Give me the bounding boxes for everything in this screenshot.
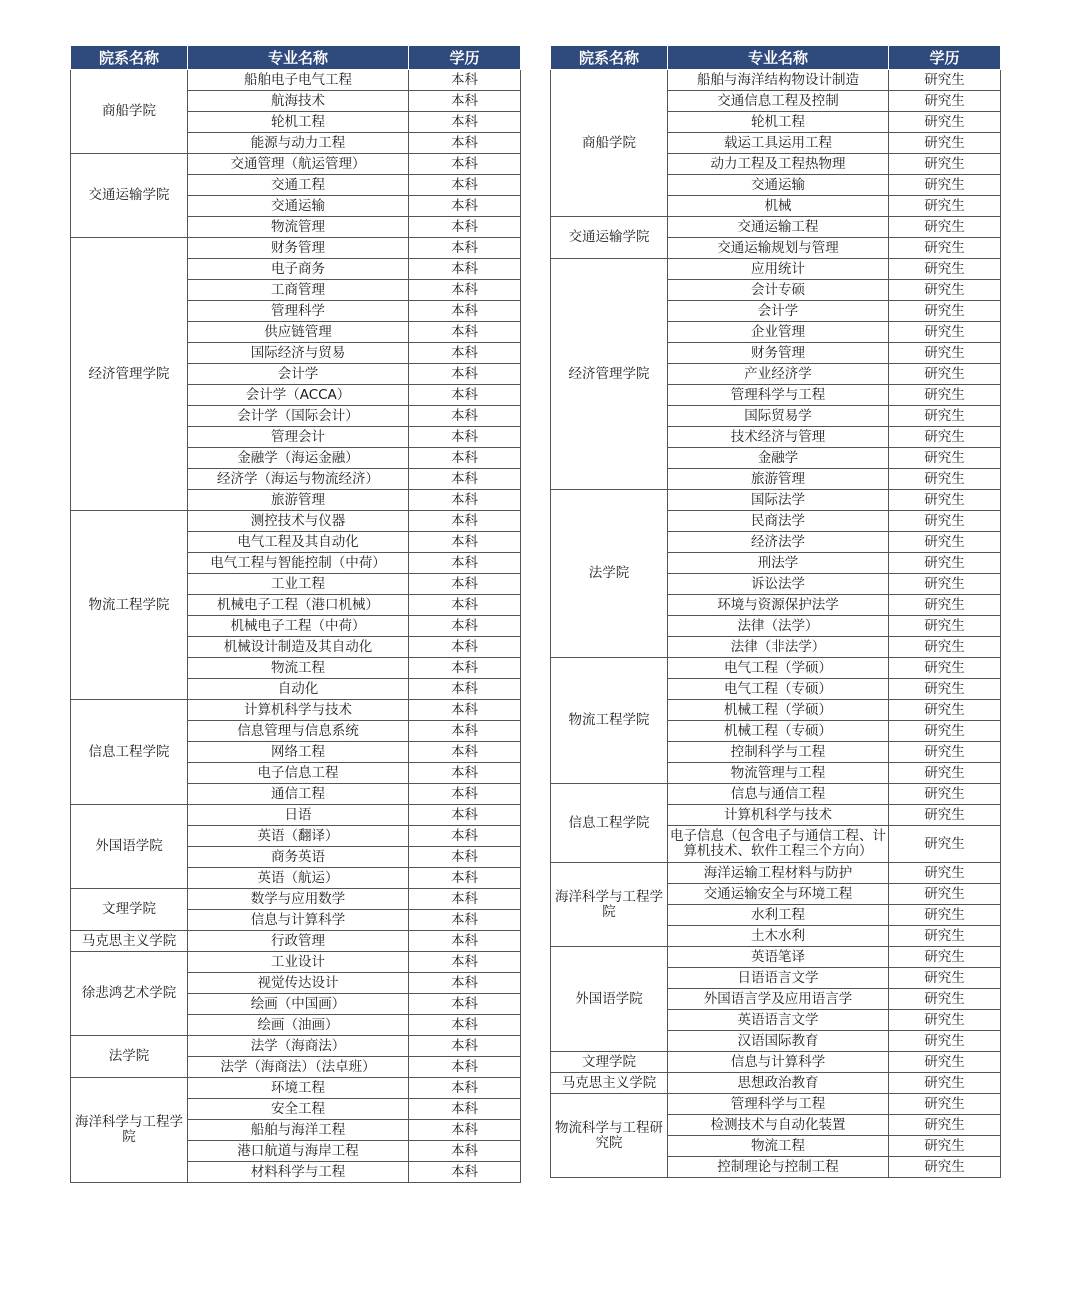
level-cell: 研究生 <box>889 1157 1001 1178</box>
level-cell: 本科 <box>409 511 521 532</box>
table-row <box>551 70 1001 91</box>
major-cell: 企业管理 <box>668 322 889 343</box>
level-cell: 研究生 <box>889 826 1001 863</box>
level-cell: 本科 <box>409 406 521 427</box>
major-cell: 英语语言文学 <box>668 1010 889 1031</box>
level-cell: 研究生 <box>889 905 1001 926</box>
level-cell: 研究生 <box>889 805 1001 826</box>
level-cell: 研究生 <box>889 406 1001 427</box>
header-dept: 院系名称 <box>551 46 668 70</box>
table-body <box>71 70 521 1183</box>
major-cell: 网络工程 <box>188 742 409 763</box>
level-cell: 研究生 <box>889 679 1001 700</box>
table-row <box>551 259 1001 280</box>
major-cell: 日语语言文学 <box>668 968 889 989</box>
level-cell: 研究生 <box>889 490 1001 511</box>
major-cell: 应用统计 <box>668 259 889 280</box>
dept-cell: 法学院 <box>551 490 668 658</box>
level-cell: 研究生 <box>889 217 1001 238</box>
dept-cell: 法学院 <box>71 1036 188 1078</box>
level-cell: 研究生 <box>889 154 1001 175</box>
level-cell: 研究生 <box>889 343 1001 364</box>
level-cell: 本科 <box>409 91 521 112</box>
major-cell: 旅游管理 <box>188 490 409 511</box>
table-row <box>551 217 1001 238</box>
level-cell: 研究生 <box>889 175 1001 196</box>
dept-cell: 马克思主义学院 <box>71 931 188 952</box>
major-cell: 电子商务 <box>188 259 409 280</box>
major-cell: 轮机工程 <box>188 112 409 133</box>
level-cell: 本科 <box>409 679 521 700</box>
major-cell: 机械电子工程（中荷） <box>188 616 409 637</box>
major-cell: 视觉传达设计 <box>188 973 409 994</box>
dept-cell: 外国语学院 <box>71 805 188 889</box>
level-cell: 研究生 <box>889 1031 1001 1052</box>
level-cell: 本科 <box>409 826 521 847</box>
major-cell: 汉语国际教育 <box>668 1031 889 1052</box>
dept-cell: 交通运输学院 <box>551 217 668 259</box>
level-cell: 本科 <box>409 217 521 238</box>
level-cell: 本科 <box>409 553 521 574</box>
major-cell: 电子信息工程 <box>188 763 409 784</box>
level-cell: 研究生 <box>889 448 1001 469</box>
level-cell: 本科 <box>409 637 521 658</box>
level-cell: 本科 <box>409 280 521 301</box>
dept-cell: 信息工程学院 <box>71 700 188 805</box>
level-cell: 研究生 <box>889 1073 1001 1094</box>
level-cell: 本科 <box>409 1057 521 1078</box>
major-cell: 安全工程 <box>188 1099 409 1120</box>
level-cell: 研究生 <box>889 1115 1001 1136</box>
dept-cell: 物流科学与工程研究院 <box>551 1094 668 1178</box>
level-cell: 本科 <box>409 364 521 385</box>
level-cell: 本科 <box>409 385 521 406</box>
level-cell: 本科 <box>409 1141 521 1162</box>
level-cell: 本科 <box>409 910 521 931</box>
header-level: 学历 <box>409 46 521 70</box>
level-cell: 本科 <box>409 1120 521 1141</box>
level-cell: 研究生 <box>889 322 1001 343</box>
major-cell: 英语（翻译） <box>188 826 409 847</box>
level-cell: 本科 <box>409 133 521 154</box>
level-cell: 本科 <box>409 154 521 175</box>
major-cell: 船舶电子电气工程 <box>188 70 409 91</box>
table-row <box>71 952 521 973</box>
level-cell: 本科 <box>409 532 521 553</box>
major-cell: 计算机科学与技术 <box>188 700 409 721</box>
level-cell: 本科 <box>409 1099 521 1120</box>
table-row <box>71 1036 521 1057</box>
dept-cell: 徐悲鸿艺术学院 <box>71 952 188 1036</box>
major-cell: 检测技术与自动化装置 <box>668 1115 889 1136</box>
major-cell: 工业设计 <box>188 952 409 973</box>
major-cell: 会计学 <box>188 364 409 385</box>
major-cell: 电气工程（学硕） <box>668 658 889 679</box>
table-row <box>71 700 521 721</box>
level-cell: 研究生 <box>889 364 1001 385</box>
major-cell: 交通运输工程 <box>668 217 889 238</box>
major-cell: 能源与动力工程 <box>188 133 409 154</box>
table-row <box>71 511 521 532</box>
major-cell: 机械设计制造及其自动化 <box>188 637 409 658</box>
level-cell: 研究生 <box>889 385 1001 406</box>
level-cell: 研究生 <box>889 721 1001 742</box>
table-row <box>71 70 521 91</box>
table-row <box>551 947 1001 968</box>
major-cell: 物流工程 <box>668 1136 889 1157</box>
major-cell: 经济法学 <box>668 532 889 553</box>
major-cell: 数学与应用数学 <box>188 889 409 910</box>
level-cell: 研究生 <box>889 196 1001 217</box>
table-row <box>71 238 521 259</box>
major-cell: 物流管理 <box>188 217 409 238</box>
header-major: 专业名称 <box>668 46 889 70</box>
major-cell: 国际贸易学 <box>668 406 889 427</box>
level-cell: 本科 <box>409 448 521 469</box>
level-cell: 本科 <box>409 889 521 910</box>
level-cell: 研究生 <box>889 427 1001 448</box>
level-cell: 研究生 <box>889 280 1001 301</box>
dept-cell: 信息工程学院 <box>551 784 668 863</box>
level-cell: 本科 <box>409 616 521 637</box>
level-cell: 研究生 <box>889 595 1001 616</box>
table-row <box>551 1094 1001 1115</box>
header-row <box>551 46 1001 70</box>
level-cell: 研究生 <box>889 658 1001 679</box>
major-cell: 信息管理与信息系统 <box>188 721 409 742</box>
level-cell: 研究生 <box>889 616 1001 637</box>
level-cell: 研究生 <box>889 469 1001 490</box>
major-cell: 交通运输 <box>668 175 889 196</box>
major-cell: 环境工程 <box>188 1078 409 1099</box>
major-cell: 诉讼法学 <box>668 574 889 595</box>
major-cell: 日语 <box>188 805 409 826</box>
level-cell: 本科 <box>409 259 521 280</box>
level-cell: 研究生 <box>889 989 1001 1010</box>
major-cell: 经济学（海运与物流经济） <box>188 469 409 490</box>
level-cell: 本科 <box>409 1078 521 1099</box>
major-cell: 外国语言学及应用语言学 <box>668 989 889 1010</box>
level-cell: 本科 <box>409 196 521 217</box>
major-cell: 港口航道与海岸工程 <box>188 1141 409 1162</box>
major-cell: 信息与通信工程 <box>668 784 889 805</box>
major-cell: 绘画（中国画） <box>188 994 409 1015</box>
table-row <box>71 805 521 826</box>
major-cell: 民商法学 <box>668 511 889 532</box>
major-cell: 财务管理 <box>188 238 409 259</box>
level-cell: 研究生 <box>889 553 1001 574</box>
major-cell: 机械工程（专硕） <box>668 721 889 742</box>
major-cell: 刑法学 <box>668 553 889 574</box>
major-cell: 交通运输安全与环境工程 <box>668 884 889 905</box>
level-cell: 研究生 <box>889 1052 1001 1073</box>
level-cell: 研究生 <box>889 511 1001 532</box>
level-cell: 研究生 <box>889 574 1001 595</box>
dept-cell: 文理学院 <box>551 1052 668 1073</box>
major-cell: 电气工程（专硕） <box>668 679 889 700</box>
header-level: 学历 <box>889 46 1001 70</box>
major-cell: 机械 <box>668 196 889 217</box>
level-cell: 本科 <box>409 952 521 973</box>
level-cell: 本科 <box>409 490 521 511</box>
major-cell: 机械电子工程（港口机械） <box>188 595 409 616</box>
major-cell: 会计学（ACCA） <box>188 385 409 406</box>
major-cell: 英语笔译 <box>668 947 889 968</box>
level-cell: 本科 <box>409 1162 521 1183</box>
level-cell: 研究生 <box>889 947 1001 968</box>
major-cell: 控制科学与工程 <box>668 742 889 763</box>
level-cell: 本科 <box>409 595 521 616</box>
level-cell: 本科 <box>409 763 521 784</box>
dept-cell: 交通运输学院 <box>71 154 188 238</box>
major-cell: 交通运输 <box>188 196 409 217</box>
major-cell: 工业工程 <box>188 574 409 595</box>
level-cell: 研究生 <box>889 112 1001 133</box>
major-cell: 法学（海商法）（法卓班） <box>188 1057 409 1078</box>
major-cell: 产业经济学 <box>668 364 889 385</box>
dept-cell: 外国语学院 <box>551 947 668 1052</box>
level-cell: 本科 <box>409 70 521 91</box>
major-cell: 会计学 <box>668 301 889 322</box>
major-cell: 信息与计算科学 <box>668 1052 889 1073</box>
table-row <box>551 863 1001 884</box>
table-row <box>551 1052 1001 1073</box>
level-cell: 研究生 <box>889 301 1001 322</box>
major-cell: 法学（海商法） <box>188 1036 409 1057</box>
level-cell: 本科 <box>409 175 521 196</box>
major-cell: 交通工程 <box>188 175 409 196</box>
level-cell: 研究生 <box>889 1136 1001 1157</box>
level-cell: 本科 <box>409 238 521 259</box>
major-cell: 电气工程与智能控制（中荷） <box>188 553 409 574</box>
major-cell: 计算机科学与技术 <box>668 805 889 826</box>
major-cell: 自动化 <box>188 679 409 700</box>
level-cell: 研究生 <box>889 968 1001 989</box>
level-cell: 本科 <box>409 868 521 889</box>
level-cell: 本科 <box>409 994 521 1015</box>
major-cell: 信息与计算科学 <box>188 910 409 931</box>
dept-cell: 文理学院 <box>71 889 188 931</box>
level-cell: 本科 <box>409 973 521 994</box>
major-cell: 动力工程及工程热物理 <box>668 154 889 175</box>
table-row <box>551 658 1001 679</box>
level-cell: 本科 <box>409 784 521 805</box>
major-cell: 会计专硕 <box>668 280 889 301</box>
major-cell: 通信工程 <box>188 784 409 805</box>
level-cell: 本科 <box>409 658 521 679</box>
major-cell: 物流管理与工程 <box>668 763 889 784</box>
major-cell: 物流工程 <box>188 658 409 679</box>
major-cell: 电气工程及其自动化 <box>188 532 409 553</box>
level-cell: 本科 <box>409 931 521 952</box>
major-cell: 测控技术与仪器 <box>188 511 409 532</box>
dept-cell: 马克思主义学院 <box>551 1073 668 1094</box>
major-cell: 控制理论与控制工程 <box>668 1157 889 1178</box>
dept-cell: 物流工程学院 <box>71 511 188 700</box>
level-cell: 研究生 <box>889 1010 1001 1031</box>
table-row <box>71 1078 521 1099</box>
dept-cell: 商船学院 <box>551 70 668 217</box>
major-cell: 管理科学 <box>188 301 409 322</box>
level-cell: 研究生 <box>889 1094 1001 1115</box>
major-cell: 机械工程（学硕） <box>668 700 889 721</box>
major-cell: 国际经济与贸易 <box>188 343 409 364</box>
level-cell: 本科 <box>409 574 521 595</box>
dept-cell: 海洋科学与工程学院 <box>71 1078 188 1183</box>
level-cell: 研究生 <box>889 91 1001 112</box>
level-cell: 本科 <box>409 112 521 133</box>
level-cell: 研究生 <box>889 884 1001 905</box>
major-cell: 商务英语 <box>188 847 409 868</box>
major-cell: 载运工具运用工程 <box>668 133 889 154</box>
level-cell: 研究生 <box>889 926 1001 947</box>
level-cell: 本科 <box>409 805 521 826</box>
level-cell: 本科 <box>409 469 521 490</box>
level-cell: 本科 <box>409 322 521 343</box>
major-cell: 船舶与海洋结构物设计制造 <box>668 70 889 91</box>
level-cell: 本科 <box>409 301 521 322</box>
dept-cell: 商船学院 <box>71 70 188 154</box>
major-cell: 供应链管理 <box>188 322 409 343</box>
major-cell: 财务管理 <box>668 343 889 364</box>
major-cell: 国际法学 <box>668 490 889 511</box>
major-cell: 环境与资源保护法学 <box>668 595 889 616</box>
major-cell: 工商管理 <box>188 280 409 301</box>
table-row <box>71 889 521 910</box>
level-cell: 本科 <box>409 427 521 448</box>
graduate-table <box>550 45 1001 1178</box>
header-major: 专业名称 <box>188 46 409 70</box>
level-cell: 本科 <box>409 1036 521 1057</box>
major-cell: 轮机工程 <box>668 112 889 133</box>
major-cell: 土木水利 <box>668 926 889 947</box>
header-row <box>71 46 521 70</box>
level-cell: 本科 <box>409 343 521 364</box>
major-cell: 法律（法学） <box>668 616 889 637</box>
table-row <box>551 1073 1001 1094</box>
major-cell: 交通管理（航运管理） <box>188 154 409 175</box>
level-cell: 本科 <box>409 1015 521 1036</box>
major-cell: 海洋运输工程材料与防护 <box>668 863 889 884</box>
major-cell: 旅游管理 <box>668 469 889 490</box>
level-cell: 研究生 <box>889 784 1001 805</box>
major-cell: 金融学 <box>668 448 889 469</box>
major-cell: 管理科学与工程 <box>668 1094 889 1115</box>
level-cell: 研究生 <box>889 700 1001 721</box>
table-row <box>551 784 1001 805</box>
major-cell: 水利工程 <box>668 905 889 926</box>
level-cell: 本科 <box>409 847 521 868</box>
level-cell: 研究生 <box>889 763 1001 784</box>
level-cell: 研究生 <box>889 238 1001 259</box>
table-body <box>551 70 1001 1178</box>
major-cell: 会计学（国际会计） <box>188 406 409 427</box>
major-cell: 行政管理 <box>188 931 409 952</box>
level-cell: 研究生 <box>889 742 1001 763</box>
level-cell: 研究生 <box>889 532 1001 553</box>
level-cell: 本科 <box>409 742 521 763</box>
undergraduate-table <box>70 45 521 1183</box>
dept-cell: 海洋科学与工程学院 <box>551 863 668 947</box>
table-row <box>71 931 521 952</box>
level-cell: 本科 <box>409 721 521 742</box>
dept-cell: 经济管理学院 <box>71 238 188 511</box>
table-row <box>71 154 521 175</box>
major-cell: 管理会计 <box>188 427 409 448</box>
major-cell: 英语（航运） <box>188 868 409 889</box>
dept-cell: 经济管理学院 <box>551 259 668 490</box>
dept-cell: 物流工程学院 <box>551 658 668 784</box>
major-cell: 船舶与海洋工程 <box>188 1120 409 1141</box>
level-cell: 研究生 <box>889 70 1001 91</box>
major-cell: 电子信息（包含电子与通信工程、计算机技术、软件工程三个方向） <box>668 826 889 863</box>
level-cell: 研究生 <box>889 133 1001 154</box>
major-cell: 交通运输规划与管理 <box>668 238 889 259</box>
table-row <box>551 490 1001 511</box>
header-dept: 院系名称 <box>71 46 188 70</box>
major-cell: 技术经济与管理 <box>668 427 889 448</box>
level-cell: 研究生 <box>889 637 1001 658</box>
major-cell: 管理科学与工程 <box>668 385 889 406</box>
major-cell: 交通信息工程及控制 <box>668 91 889 112</box>
major-cell: 航海技术 <box>188 91 409 112</box>
level-cell: 本科 <box>409 700 521 721</box>
major-cell: 金融学（海运金融） <box>188 448 409 469</box>
major-cell: 思想政治教育 <box>668 1073 889 1094</box>
level-cell: 研究生 <box>889 863 1001 884</box>
level-cell: 研究生 <box>889 259 1001 280</box>
major-cell: 绘画（油画） <box>188 1015 409 1036</box>
major-cell: 材料科学与工程 <box>188 1162 409 1183</box>
major-cell: 法律（非法学） <box>668 637 889 658</box>
